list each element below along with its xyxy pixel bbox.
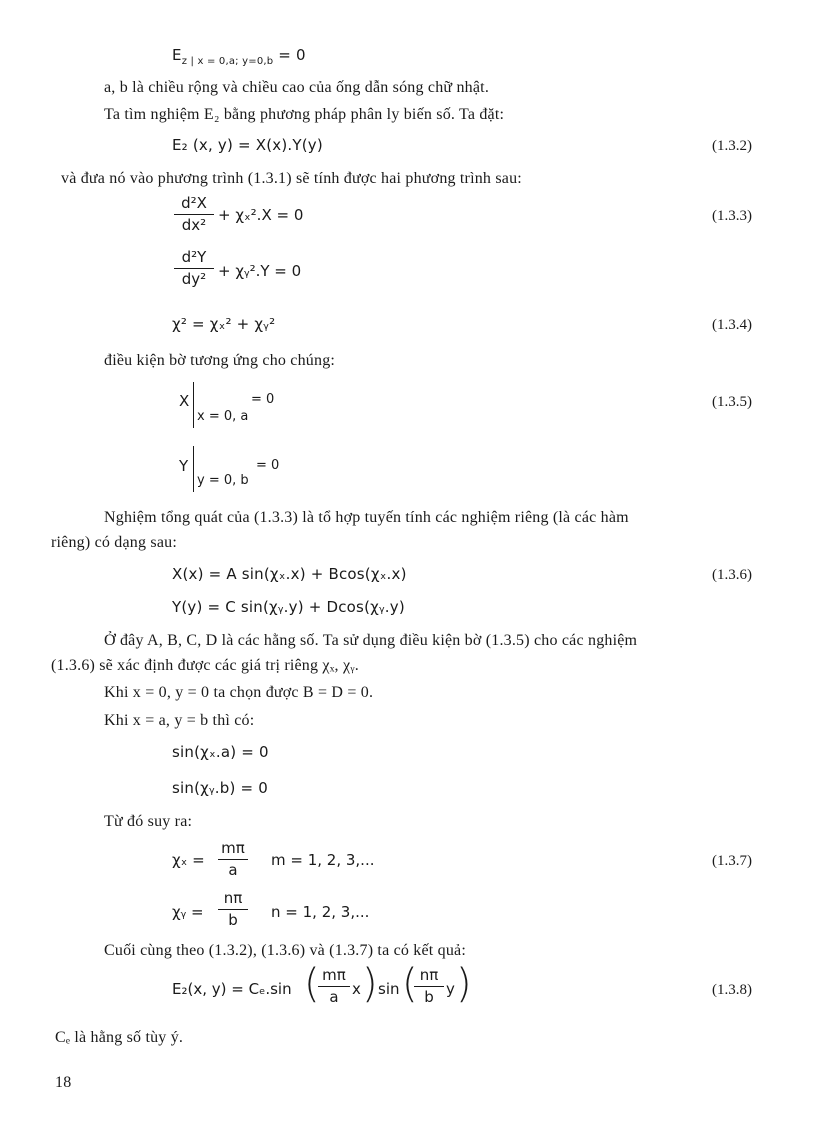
page-number: 18 <box>55 1074 72 1091</box>
equation-chi: χ² = χₓ² + χᵧ² <box>172 315 276 333</box>
chi-y-lhs: χᵧ = <box>172 903 204 921</box>
constants-line-2: (1.3.6) sẽ xác định được các giá trị riêng χₓ, χᵧ. <box>51 657 359 674</box>
ab-description: a, b là chiều rộng và chiều cao của ống dẫn sóng chữ nhật. <box>104 79 490 96</box>
boundary-ez: $E_{z | x = 0,a; y=0,b} = 0$ <box>172 46 306 67</box>
final-equation-lhs: E₂(x, y) = Cₑ.sin <box>172 980 292 998</box>
equation-x-solution: X(x) = A sin(χₓ.x) + Bcos(χₓ.x) <box>172 565 407 583</box>
arg2-var: y <box>446 980 455 998</box>
fraction-m-pi-a: mπ a <box>218 839 248 880</box>
therefore-text: Từ đó suy ra: <box>104 813 193 830</box>
equation-y-rest: + χᵧ².Y = 0 <box>218 262 302 280</box>
n-range: n = 1, 2, 3,... <box>271 903 370 921</box>
ce-description: Cₑ là hằng số tùy ý. <box>55 1029 184 1046</box>
general-solution-line-2: riêng) có dạng sau: <box>51 534 177 551</box>
boundary-y-var: Y <box>179 457 189 475</box>
sin-b-equation: sin(χᵧ.b) = 0 <box>172 779 268 797</box>
arg1-var: x <box>352 980 361 998</box>
when-ab-text: Khi x = a, y = b thì có: <box>104 712 255 729</box>
right-paren-1: ) <box>362 961 378 1007</box>
chi-x-lhs: χₓ = <box>172 851 205 869</box>
left-paren-1: ( <box>304 961 320 1007</box>
eq-number-1-3-2: (1.3.2) <box>712 138 752 154</box>
equation-y-solution: Y(y) = C sin(χᵧ.y) + Dcos(χᵧ.y) <box>172 598 405 616</box>
eq-number-1-3-8: (1.3.8) <box>712 982 752 998</box>
left-paren-2: ( <box>402 961 418 1007</box>
general-solution-line-1: Nghiệm tổng quát của (1.3.3) là tổ hợp tuyến tính các nghiệm riêng (là các hàm <box>104 509 629 526</box>
when-zero-text: Khi x = 0, y = 0 ta chọn được B = D = 0. <box>104 684 374 701</box>
final-intro-text: Cuối cùng theo (1.3.2), (1.3.6) và (1.3.7) ta có kết quả: <box>104 942 466 959</box>
method-intro: Ta tìm nghiệm E₂ bằng phương pháp phân ly biến số. Ta đặt: <box>104 106 505 123</box>
eq-number-1-3-5: (1.3.5) <box>712 394 752 410</box>
boundary-y-bar <box>193 446 194 492</box>
m-range: m = 1, 2, 3,... <box>271 851 375 869</box>
fraction-d2y-dy2: d²Y dy² <box>174 248 214 289</box>
substitution-text: và đưa nó vào phương trình (1.3.1) sẽ tính được hai phương trình sau: <box>61 170 522 187</box>
fraction-arg1: mπ a <box>318 966 350 1007</box>
sin-a-equation: sin(χₓ.a) = 0 <box>172 743 269 761</box>
equation-x-rest: + χₓ².X = 0 <box>218 206 304 224</box>
eq-number-1-3-6: (1.3.6) <box>712 567 752 583</box>
equation-1-3-2: E₂ (x, y) = X(x).Y(y) <box>172 136 323 154</box>
fraction-arg2: nπ b <box>414 966 444 1007</box>
boundary-y-sub: y = 0, b <box>197 473 249 488</box>
boundary-x-rhs: = 0 <box>251 392 275 407</box>
eq-number-1-3-7: (1.3.7) <box>712 853 752 869</box>
boundary-x-bar <box>193 382 194 428</box>
right-paren-2: ) <box>456 961 472 1007</box>
boundary-y-rhs: = 0 <box>256 458 280 473</box>
boundary-x-var: X <box>179 392 190 410</box>
boundary-x-sub: x = 0, a <box>197 409 249 424</box>
fraction-n-pi-b: nπ b <box>218 889 248 930</box>
boundary-condition-text: điều kiện bờ tương ứng cho chúng: <box>104 352 336 369</box>
eq-number-1-3-4: (1.3.4) <box>712 317 752 333</box>
final-sin-2: sin <box>378 980 400 998</box>
fraction-d2x-dx2: d²X dx² <box>174 194 214 235</box>
constants-line-1: Ở đây A, B, C, D là các hằng số. Ta sử dụng điều kiện bờ (1.3.5) cho các nghiệm <box>104 632 638 649</box>
eq-number-1-3-3: (1.3.3) <box>712 208 752 224</box>
